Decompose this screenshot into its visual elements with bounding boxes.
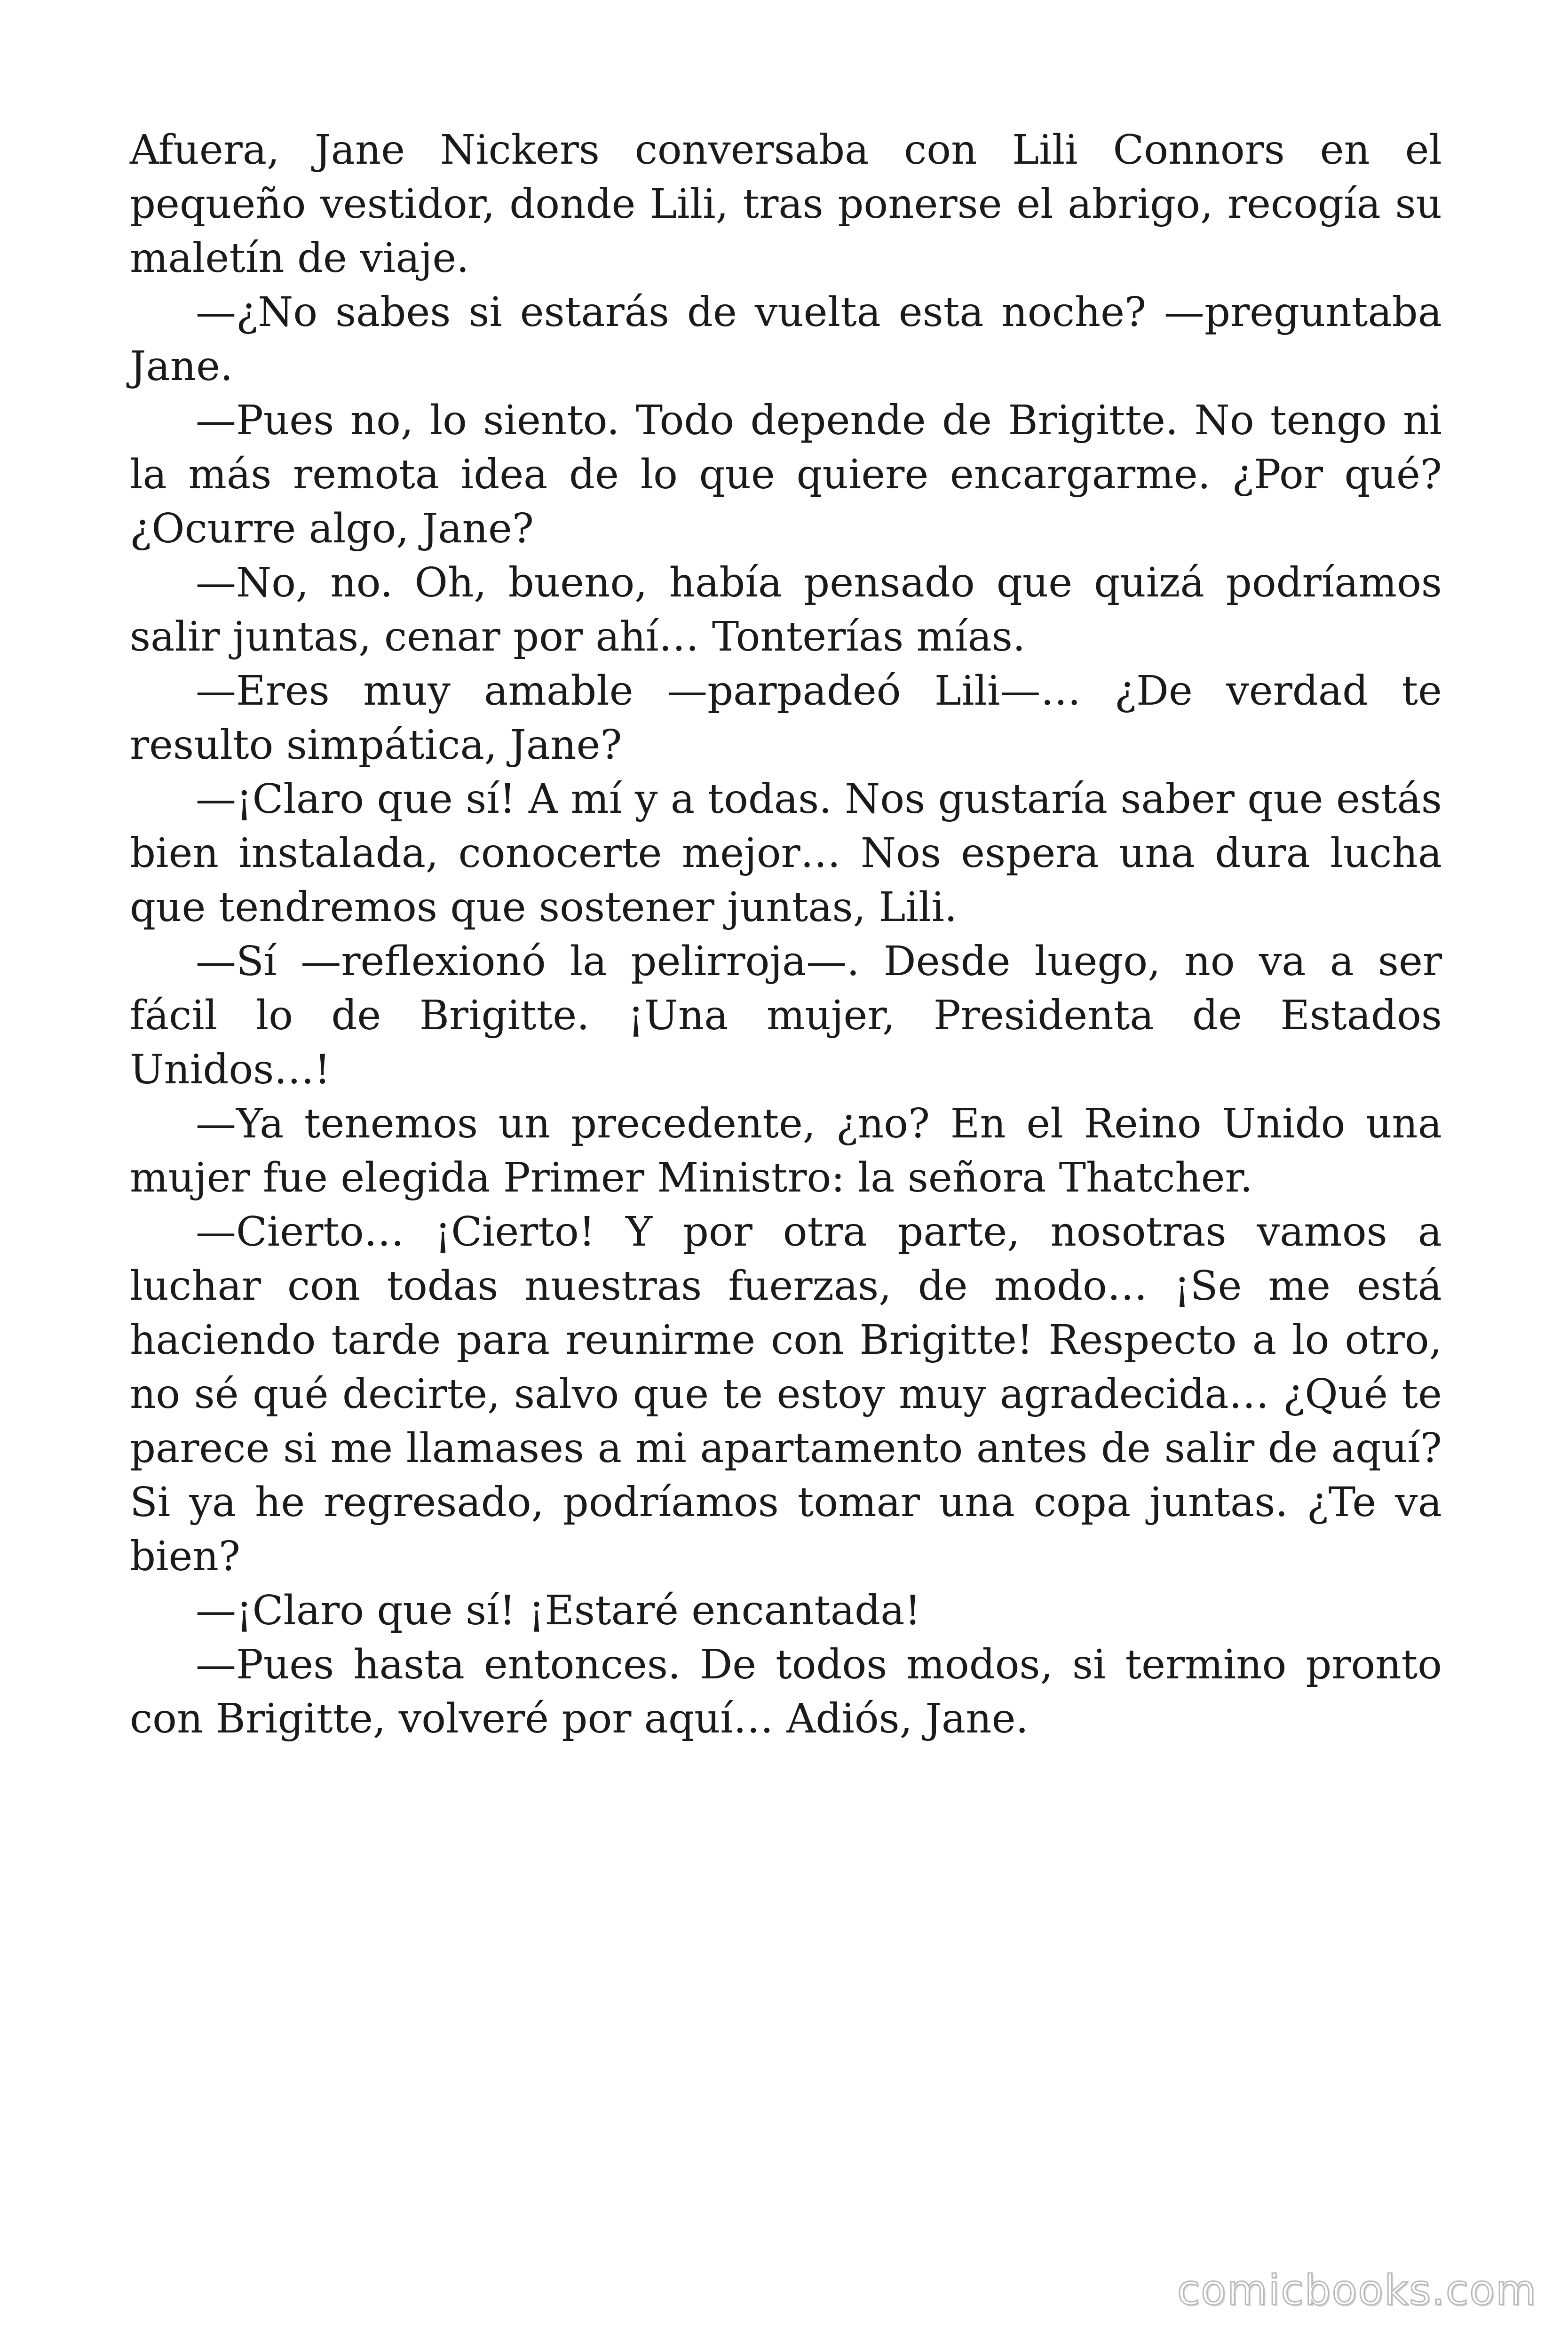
paragraph: —Cierto… ¡Cierto! Y por otra parte, nosotras vamos a luchar con todas nuestras fuerzas, de modo… ¡Se me está haciendo tarde para reunirme con Brigitte! Respecto a lo otro, no sé qué decirte, salvo que te estoy muy agradecida… ¿Qué te parece si me llamases a mi apartamento antes de salir de aquí? Si ya he regresado, podríamos tomar una copa juntas. ¿Te va bien? — [130, 1208, 1442, 1580]
paragraph: —Sí —reflexionó la pelirroja—. Desde luego, no va a ser fácil lo de Brigitte. ¡Una mujer, Presidenta de Estados Unidos…! — [130, 938, 1442, 1093]
paragraph: —¡Claro que sí! ¡Estaré encantada! — [196, 1587, 921, 1634]
paragraph: —¿No sabes si estarás de vuelta esta noche? —preguntaba Jane. — [130, 289, 1442, 390]
paragraph: —Eres muy amable —parpadeó Lili—… ¿De verdad te resulto simpática, Jane? — [130, 667, 1442, 769]
paragraph: —Ya tenemos un precedente, ¿no? En el Reino Unido una mujer fue elegida Primer Ministro: la señora Thatcher. — [130, 1100, 1442, 1201]
paragraph: —¡Claro que sí! A mí y a todas. Nos gustaría saber que estás bien instalada, conocerte mejor… Nos espera una dura lucha que tendremos que sostener juntas, Lili. — [130, 776, 1442, 931]
body-text — [130, 123, 1442, 1746]
watermark-logo: comicbooks.com — [1177, 2266, 1537, 2314]
paragraph: —Pues no, lo siento. Todo depende de Brigitte. No tengo ni la más remota idea de lo que quiere encargarme. ¿Por qué? ¿Ocurre algo, Jane? — [130, 397, 1442, 552]
paragraph: Afuera, Jane Nickers conversaba con Lili Connors en el pequeño vestidor, donde Lili, tras ponerse el abrigo, recogía su maletín de viaje. — [130, 127, 1442, 282]
paragraph: —No, no. Oh, bueno, había pensado que quizá podríamos salir juntas, cenar por ahí… Tonterías mías. — [130, 559, 1442, 660]
paragraph: —Pues hasta entonces. De todos modos, si termino pronto con Brigitte, volveré por aquí… Adiós, Jane. — [130, 1641, 1442, 1742]
